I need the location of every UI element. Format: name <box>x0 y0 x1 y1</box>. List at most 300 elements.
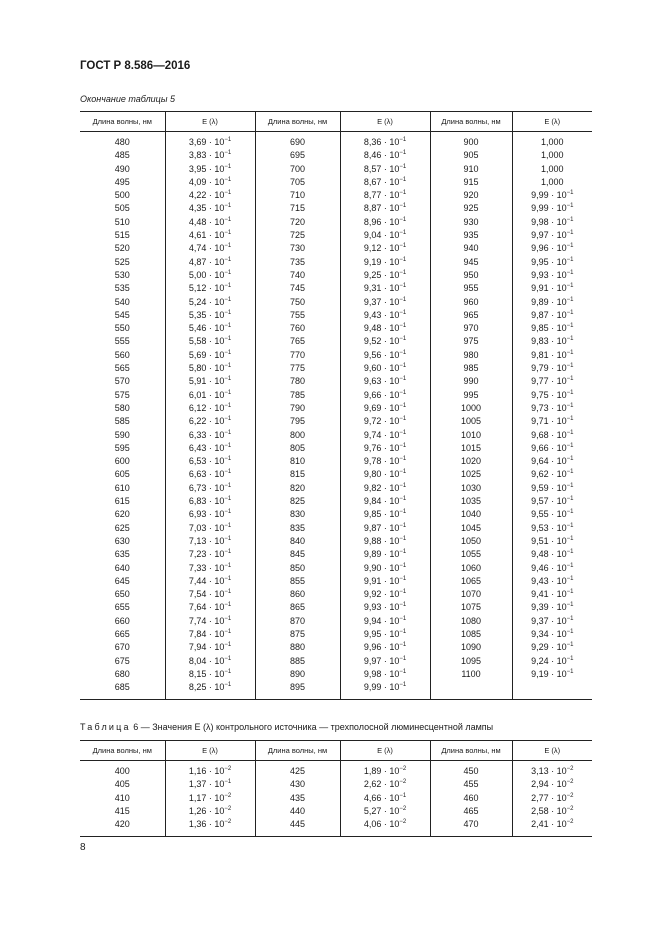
e-value-exponent: −2 <box>566 819 574 826</box>
e-value-cell <box>165 163 255 176</box>
wavelength-cell: 585 <box>80 415 165 428</box>
table-row <box>80 575 592 588</box>
wavelength-cell: 880 <box>255 641 340 654</box>
e-value <box>364 429 406 442</box>
document-header-title: ГОСТ Р 8.586—2016 <box>80 60 191 72</box>
wavelength-cell: 525 <box>80 256 165 269</box>
wavelength-cell: 990 <box>430 375 512 388</box>
e-value-cell <box>340 548 430 561</box>
e-value-exponent: −1 <box>224 389 232 396</box>
e-value-exponent: −1 <box>399 243 407 250</box>
e-value <box>364 349 406 362</box>
e-value-mantissa: 8,87 · 10 <box>363 203 400 214</box>
e-value-cell <box>340 522 430 535</box>
wavelength-cell: 885 <box>255 655 340 668</box>
e-value-cell <box>165 296 255 309</box>
e-value-exponent: −1 <box>566 216 574 223</box>
e-value-mantissa: 6,22 · 10 <box>188 416 225 427</box>
e-value <box>189 242 231 255</box>
e-value-cell <box>340 575 430 588</box>
e-value-mantissa: 7,74 · 10 <box>188 615 225 626</box>
e-value <box>531 495 573 508</box>
e-value <box>189 256 231 269</box>
e-value-cell <box>512 375 592 388</box>
e-value-cell <box>165 495 255 508</box>
e-value-mantissa: 9,60 · 10 <box>363 363 400 374</box>
e-value-exponent: −1 <box>566 522 574 529</box>
table5-caption: Окончание таблицы 5 <box>80 94 175 104</box>
e-value-cell <box>340 442 430 455</box>
e-value-mantissa: 5,27 · 10 <box>363 805 400 816</box>
table-row <box>80 375 592 388</box>
e-value-mantissa: 6,01 · 10 <box>188 389 225 400</box>
wavelength-cell: 795 <box>255 415 340 428</box>
e-value-mantissa: 9,56 · 10 <box>363 349 400 360</box>
e-value <box>189 655 231 668</box>
e-value-mantissa: 6,12 · 10 <box>188 402 225 413</box>
e-value-mantissa: 5,58 · 10 <box>188 336 225 347</box>
e-value <box>189 216 231 229</box>
e-value <box>531 269 573 282</box>
e-value-cell <box>165 229 255 242</box>
e-value <box>189 615 231 628</box>
e-value <box>189 668 231 681</box>
e-value-mantissa: 5,24 · 10 <box>188 296 225 307</box>
e-value-mantissa: 9,85 · 10 <box>531 323 567 334</box>
table-row <box>80 132 592 150</box>
wavelength-cell: 550 <box>80 322 165 335</box>
e-value-cell <box>512 482 592 495</box>
e-value <box>531 548 573 561</box>
e-value-cell: 1,000 <box>540 150 564 161</box>
e-value-exponent: −1 <box>224 549 232 556</box>
e-value <box>189 601 231 614</box>
wavelength-cell: 400 <box>80 761 165 779</box>
wavelength-cell: 1040 <box>430 508 512 521</box>
e-value-mantissa: 9,93 · 10 <box>363 602 400 613</box>
e-value <box>189 588 231 601</box>
wavelength-cell: 980 <box>430 349 512 362</box>
e-value-cell <box>340 628 430 641</box>
e-value <box>531 362 573 375</box>
e-value-cell <box>340 792 430 805</box>
wavelength-cell: 965 <box>430 309 512 322</box>
e-value-exponent: −1 <box>224 190 232 197</box>
e-value-mantissa: 9,24 · 10 <box>531 655 567 666</box>
e-value <box>531 482 573 495</box>
e-value <box>189 149 231 162</box>
e-value-mantissa: 4,35 · 10 <box>188 203 225 214</box>
e-value-cell <box>165 601 255 614</box>
e-value <box>531 455 573 468</box>
e-value-exponent: −1 <box>566 509 574 516</box>
e-value-mantissa: 9,81 · 10 <box>531 349 567 360</box>
e-value <box>189 792 231 805</box>
wavelength-cell: 470 <box>430 818 512 837</box>
e-value-mantissa: 9,29 · 10 <box>531 642 567 653</box>
e-value <box>189 455 231 468</box>
e-value-cell <box>512 296 592 309</box>
e-value-cell <box>340 429 430 442</box>
e-value-cell <box>340 309 430 322</box>
e-value-mantissa: 8,96 · 10 <box>363 216 400 227</box>
wavelength-cell: 490 <box>80 163 165 176</box>
e-value-cell <box>340 778 430 791</box>
e-value-exponent: −1 <box>566 442 574 449</box>
e-value-cell <box>512 761 592 779</box>
e-value-mantissa: 7,13 · 10 <box>188 535 225 546</box>
e-value-cell <box>165 548 255 561</box>
e-value-exponent: −1 <box>399 602 407 609</box>
e-value <box>364 309 406 322</box>
wavelength-cell: 670 <box>80 641 165 654</box>
e-value-mantissa: 9,99 · 10 <box>531 203 567 214</box>
e-value-cell <box>512 641 592 654</box>
e-value-cell <box>340 282 430 295</box>
wavelength-cell: 680 <box>80 668 165 681</box>
e-value-exponent: −1 <box>399 256 407 263</box>
wavelength-cell: 705 <box>255 176 340 189</box>
wavelength-cell: 660 <box>80 615 165 628</box>
wavelength-cell: 1055 <box>430 548 512 561</box>
wavelength-cell: 1000 <box>430 402 512 415</box>
e-value <box>189 495 231 508</box>
e-value <box>364 442 406 455</box>
e-value-mantissa: 7,03 · 10 <box>188 522 225 533</box>
wavelength-cell: 1025 <box>430 468 512 481</box>
e-value-cell <box>165 468 255 481</box>
e-value-mantissa: 6,43 · 10 <box>188 442 225 453</box>
col-header-wavelength: Длина волны, нм <box>80 112 165 132</box>
col-header-e: E (λ) <box>512 112 592 132</box>
e-value <box>189 176 231 189</box>
e-value-mantissa: 8,46 · 10 <box>363 150 400 161</box>
e-value <box>531 628 573 641</box>
e-value-cell <box>512 389 592 402</box>
e-value-exponent: −1 <box>566 482 574 489</box>
wavelength-cell: 735 <box>255 256 340 269</box>
e-value-mantissa: 3,95 · 10 <box>188 163 225 174</box>
e-value <box>531 429 573 442</box>
e-value <box>189 136 231 149</box>
wavelength-cell: 815 <box>255 468 340 481</box>
e-value-cell <box>340 163 430 176</box>
e-value-exponent: −1 <box>224 482 232 489</box>
wavelength-cell: 600 <box>80 455 165 468</box>
e-value-exponent: −1 <box>399 336 407 343</box>
e-value-mantissa: 1,36 · 10 <box>188 819 225 830</box>
e-value <box>364 389 406 402</box>
wavelength-cell: 500 <box>80 189 165 202</box>
e-value-cell <box>340 132 430 150</box>
wavelength-cell: 535 <box>80 282 165 295</box>
e-value-mantissa: 9,62 · 10 <box>531 469 567 480</box>
e-value-exponent: −1 <box>566 575 574 582</box>
e-value-exponent: −2 <box>399 766 407 772</box>
e-value <box>364 149 406 162</box>
table-row <box>80 562 592 575</box>
e-value <box>531 256 573 269</box>
e-value-cell <box>512 681 592 700</box>
wavelength-cell: 640 <box>80 562 165 575</box>
e-value-exponent: −1 <box>399 442 407 449</box>
wavelength-cell: 1085 <box>430 628 512 641</box>
e-value-cell <box>165 402 255 415</box>
e-value <box>364 415 406 428</box>
wavelength-cell: 685 <box>80 681 165 700</box>
e-value-cell <box>340 601 430 614</box>
e-value-mantissa: 9,85 · 10 <box>363 509 400 520</box>
e-value-cell <box>340 455 430 468</box>
e-value-exponent: −1 <box>224 402 232 409</box>
e-value-mantissa: 9,89 · 10 <box>363 549 400 560</box>
e-value-cell <box>165 655 255 668</box>
e-value-exponent: −1 <box>224 442 232 449</box>
wavelength-cell: 1010 <box>430 429 512 442</box>
wavelength-cell: 790 <box>255 402 340 415</box>
e-value <box>364 375 406 388</box>
table-row <box>80 176 592 189</box>
e-value-mantissa: 9,74 · 10 <box>363 429 400 440</box>
e-value-exponent: −1 <box>399 682 407 689</box>
e-value <box>189 362 231 375</box>
wavelength-cell: 655 <box>80 601 165 614</box>
e-value <box>531 575 573 588</box>
wavelength-cell: 830 <box>255 508 340 521</box>
wavelength-cell: 750 <box>255 296 340 309</box>
e-value-mantissa: 2,94 · 10 <box>531 779 567 790</box>
e-value <box>364 482 406 495</box>
wavelength-cell: 695 <box>255 149 340 162</box>
e-value-mantissa: 6,63 · 10 <box>188 469 225 480</box>
e-value <box>189 442 231 455</box>
wavelength-cell: 865 <box>255 601 340 614</box>
e-value <box>364 765 406 778</box>
e-value-mantissa: 9,99 · 10 <box>363 682 400 693</box>
e-value <box>364 681 406 694</box>
e-value <box>189 202 231 215</box>
e-value-mantissa: 7,44 · 10 <box>188 575 225 586</box>
e-value-exponent: −1 <box>224 269 232 276</box>
e-value-mantissa: 7,23 · 10 <box>188 549 225 560</box>
wavelength-cell: 1100 <box>430 668 512 681</box>
e-value-exponent: −1 <box>399 496 407 503</box>
e-value-cell <box>165 792 255 805</box>
wavelength-cell: 900 <box>430 132 512 150</box>
e-value-exponent: −1 <box>566 562 574 569</box>
wavelength-cell: 440 <box>255 805 340 818</box>
e-value-mantissa: 9,92 · 10 <box>363 589 400 600</box>
wavelength-cell: 710 <box>255 189 340 202</box>
e-value-mantissa: 7,64 · 10 <box>188 602 225 613</box>
e-value-mantissa: 3,69 · 10 <box>188 137 225 147</box>
e-value-cell <box>340 375 430 388</box>
e-value-cell <box>512 495 592 508</box>
wavelength-cell: 605 <box>80 468 165 481</box>
e-value-cell <box>340 641 430 654</box>
e-value-exponent: −1 <box>224 216 232 223</box>
e-value-exponent: −1 <box>399 668 407 675</box>
wavelength-cell: 905 <box>430 149 512 162</box>
table-row <box>80 792 592 805</box>
e-value-mantissa: 7,94 · 10 <box>188 642 225 653</box>
e-value-cell <box>165 641 255 654</box>
table-row <box>80 242 592 255</box>
table-row <box>80 402 592 415</box>
e-value-exponent: −1 <box>399 792 407 799</box>
wavelength-cell: 630 <box>80 535 165 548</box>
e-value-cell <box>165 269 255 282</box>
wavelength-cell: 910 <box>430 163 512 176</box>
e-value-mantissa: 1,89 · 10 <box>363 766 400 776</box>
e-value-cell <box>165 362 255 375</box>
e-value-mantissa: 3,13 · 10 <box>531 766 567 776</box>
e-value-cell <box>340 535 430 548</box>
e-value-mantissa: 9,64 · 10 <box>531 456 567 467</box>
e-value-cell <box>512 362 592 375</box>
table-row <box>80 216 592 229</box>
e-value <box>531 641 573 654</box>
wavelength-cell: 760 <box>255 322 340 335</box>
e-value <box>531 335 573 348</box>
e-value-mantissa: 7,33 · 10 <box>188 562 225 573</box>
e-value-exponent: −1 <box>224 336 232 343</box>
wavelength-cell: 560 <box>80 349 165 362</box>
e-value <box>531 216 573 229</box>
wavelength-cell: 855 <box>255 575 340 588</box>
table-row <box>80 163 592 176</box>
e-value-exponent: −1 <box>399 137 407 143</box>
e-value-exponent: −1 <box>399 230 407 237</box>
e-value <box>531 282 573 295</box>
wavelength-cell: 465 <box>430 805 512 818</box>
table-row <box>80 468 592 481</box>
e-value-exponent: −1 <box>224 416 232 423</box>
e-value-cell <box>165 522 255 535</box>
e-value-cell <box>165 455 255 468</box>
e-value-mantissa: 2,58 · 10 <box>531 805 567 816</box>
e-value-cell <box>340 615 430 628</box>
e-value <box>531 402 573 415</box>
e-value-cell <box>165 375 255 388</box>
table-row <box>80 655 592 668</box>
wavelength-cell: 1015 <box>430 442 512 455</box>
e-value <box>364 468 406 481</box>
e-value-exponent: −1 <box>566 628 574 635</box>
e-value-cell <box>165 216 255 229</box>
e-value-exponent: −1 <box>566 336 574 343</box>
e-value <box>364 296 406 309</box>
e-value-exponent: −1 <box>399 163 407 170</box>
e-value <box>531 296 573 309</box>
e-value <box>531 805 573 818</box>
e-value-cell <box>512 508 592 521</box>
e-value <box>364 522 406 535</box>
e-value-exponent: −1 <box>399 190 407 197</box>
e-value <box>531 792 573 805</box>
table6 <box>80 740 592 837</box>
e-value <box>364 778 406 791</box>
e-value-mantissa: 9,82 · 10 <box>363 482 400 493</box>
e-value <box>531 778 573 791</box>
e-value <box>364 668 406 681</box>
wavelength-cell: 785 <box>255 389 340 402</box>
table-row <box>80 588 592 601</box>
wavelength-cell <box>430 681 512 700</box>
e-value-exponent: −1 <box>566 243 574 250</box>
e-value <box>364 508 406 521</box>
wavelength-cell: 870 <box>255 615 340 628</box>
e-value <box>364 601 406 614</box>
e-value-cell <box>340 668 430 681</box>
col-header-wavelength: Длина волны, нм <box>80 741 165 761</box>
e-value-cell <box>165 508 255 521</box>
e-value <box>531 522 573 535</box>
e-value-exponent: −1 <box>224 349 232 356</box>
e-value-mantissa: 9,72 · 10 <box>363 416 400 427</box>
col-header-wavelength: Длина волны, нм <box>430 112 512 132</box>
e-value-cell <box>340 202 430 215</box>
wavelength-cell: 985 <box>430 362 512 375</box>
wavelength-cell: 775 <box>255 362 340 375</box>
wavelength-cell: 575 <box>80 389 165 402</box>
table-row <box>80 309 592 322</box>
e-value-mantissa: 8,36 · 10 <box>363 137 400 147</box>
wavelength-cell: 1005 <box>430 415 512 428</box>
e-value-mantissa: 9,71 · 10 <box>531 416 567 427</box>
e-value-exponent: −1 <box>566 589 574 596</box>
wavelength-cell: 1080 <box>430 615 512 628</box>
e-value <box>531 615 573 628</box>
wavelength-cell: 505 <box>80 202 165 215</box>
e-value-mantissa: 9,19 · 10 <box>531 668 567 679</box>
e-value-cell <box>340 349 430 362</box>
e-value-mantissa: 9,93 · 10 <box>531 269 567 280</box>
wavelength-cell: 935 <box>430 229 512 242</box>
e-value-cell <box>340 189 430 202</box>
e-value-mantissa: 4,09 · 10 <box>188 176 225 187</box>
col-header-wavelength: Длина волны, нм <box>255 112 340 132</box>
e-value-cell: 1,000 <box>540 137 564 147</box>
e-value-mantissa: 1,16 · 10 <box>188 766 225 776</box>
table-row <box>80 508 592 521</box>
e-value-mantissa: 9,98 · 10 <box>363 668 400 679</box>
e-value-cell <box>340 402 430 415</box>
e-value-cell <box>165 322 255 335</box>
wavelength-cell: 800 <box>255 429 340 442</box>
e-value-cell <box>512 655 592 668</box>
e-value-cell <box>165 615 255 628</box>
e-value-exponent: −1 <box>566 416 574 423</box>
e-value <box>189 163 231 176</box>
table-row <box>80 389 592 402</box>
e-value <box>531 349 573 362</box>
e-value-mantissa: 4,87 · 10 <box>188 256 225 267</box>
wavelength-cell: 860 <box>255 588 340 601</box>
e-value-exponent: −1 <box>224 562 232 569</box>
e-value-exponent: −2 <box>566 805 574 812</box>
e-value-cell <box>340 415 430 428</box>
e-value-mantissa: 9,76 · 10 <box>363 442 400 453</box>
table-row <box>80 668 592 681</box>
e-value-mantissa: 6,73 · 10 <box>188 482 225 493</box>
e-value-exponent: −1 <box>224 296 232 303</box>
e-value-mantissa: 9,73 · 10 <box>531 402 567 413</box>
e-value-cell <box>512 256 592 269</box>
e-value <box>364 282 406 295</box>
e-value-cell <box>512 668 592 681</box>
e-value-cell <box>512 455 592 468</box>
